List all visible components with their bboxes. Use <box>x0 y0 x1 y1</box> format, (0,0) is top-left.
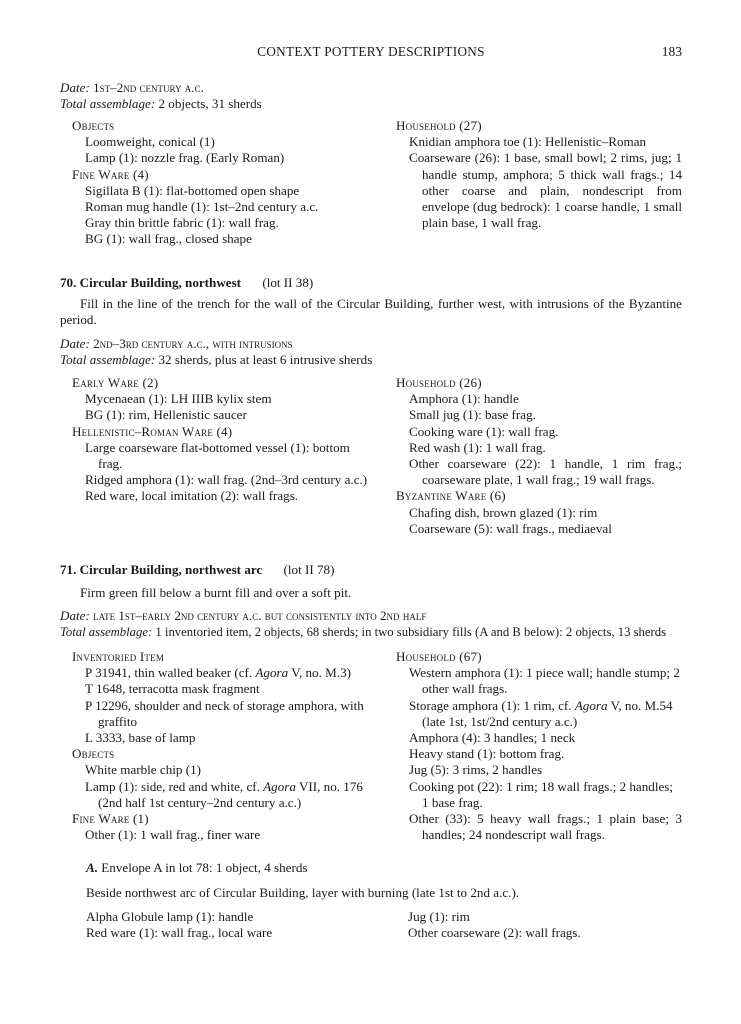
section-71-heading <box>60 562 682 578</box>
list-item: Alpha Globule lamp (1): handle <box>86 909 254 924</box>
category-heading: Fine Ware (4) <box>72 166 149 182</box>
category-heading: Early Ware (2) <box>72 375 159 390</box>
total-label: Total assemblage: <box>60 96 156 112</box>
total-label: Total assemblage: <box>60 352 156 368</box>
list-item: Cooking pot (22): 1 rim; 18 wall frags.; 2 handles; 1 base frag. <box>409 778 674 810</box>
envelope-a-right-column <box>408 909 682 941</box>
category-heading: Inventoried Item <box>72 649 165 664</box>
item-text-italic: Agora <box>255 665 289 681</box>
list-item: Knidian amphora toe (1): Hellenistic–Roman <box>409 134 647 150</box>
envelope-title: Envelope A in lot 78: 1 object, 4 sherds <box>98 860 308 875</box>
section-70-left-column <box>72 375 368 505</box>
running-head <box>60 44 682 64</box>
list-item: Sigillata B (1): flat-bottomed open shape <box>85 182 300 198</box>
list-item: Other (1): 1 wall frag., finer ware <box>85 827 261 843</box>
section-71-date-block <box>60 608 682 640</box>
top-left-column <box>72 118 368 248</box>
list-item: Cooking ware (1): wall frag. <box>409 423 559 439</box>
list-item: Other (33): 5 heavy wall frags.; 1 plain base; 3 handles; 24 nondescript wall frags. <box>409 811 682 843</box>
date-line <box>60 608 682 624</box>
item-text: Storage amphora (1): 1 rim, cf. <box>409 697 575 713</box>
date-line <box>60 336 682 352</box>
list-item: Coarseware (5): wall frags., mediaeval <box>409 520 612 536</box>
category-heading: Objects <box>72 118 115 133</box>
list-item <box>396 698 682 730</box>
list-item: Gray thin brittle fabric (1): wall frag. <box>85 215 279 231</box>
section-70-right-column <box>396 375 682 537</box>
category-heading: Household (26) <box>396 375 482 390</box>
section-title: Circular Building, northwest arc <box>79 562 263 577</box>
total-value: 2 objects, 31 sherds <box>155 96 262 112</box>
total-line <box>60 352 682 368</box>
list-item: Large coarseware flat-bottomed vessel (1): bottom frag. <box>85 439 350 472</box>
item-text: V, no. M.3) <box>288 665 351 681</box>
date-label: Date: <box>60 608 90 623</box>
category-heading: Household (67) <box>396 649 482 664</box>
envelope-a-heading <box>86 860 682 876</box>
page-number: 183 <box>661 44 682 59</box>
list-item: Red ware, local imitation (2): wall frags. <box>85 488 299 504</box>
section-number: 71. <box>60 562 77 577</box>
list-item: Mycenaean (1): LH IIIB kylix stem <box>85 391 272 407</box>
section-71-right-column <box>396 649 682 843</box>
list-item: Red wash (1): 1 wall frag. <box>409 439 546 455</box>
item-text: Lamp (1): side, red and white, cf. <box>85 778 264 794</box>
envelope-letter: A. <box>86 860 99 875</box>
section-number: 70. <box>60 275 77 290</box>
list-item: Western amphora (1): 1 piece wall; handle stump; 2 other wall frags. <box>409 665 680 697</box>
total-value: 1 inventoried item, 2 objects, 68 sherds; in two subsidiary fills (A and B below): 2 objects, 13 sherds <box>152 625 667 640</box>
category-heading: Byzantine Ware (6) <box>396 488 506 504</box>
date-value: 1st–2nd century a.c. <box>89 80 204 95</box>
category-heading: Objects <box>72 746 115 762</box>
date-line <box>60 80 682 96</box>
list-item: Jug (5): 3 rims, 2 handles <box>409 762 543 778</box>
item-text: VII, no. 176 (2nd half 1st century–2nd century a.c.) <box>98 778 363 810</box>
section-71-description: Firm green fill below a burnt fill and over a soft pit. <box>80 585 352 600</box>
list-item <box>72 779 368 811</box>
list-item: White marble chip (1) <box>85 762 201 778</box>
list-item: Amphora (4): 3 handles; 1 neck <box>409 730 576 746</box>
section-70-description: Fill in the line of the trench for the wall of the Circular Building, further west, with intrusions of the Byzantine period. <box>60 296 682 328</box>
total-value: 32 sherds, plus at least 6 intrusive sherds <box>155 352 373 368</box>
list-item: Other coarseware (22): 1 handle, 1 rim frag.; coarseware plate, 1 wall frag.; 19 wall frags. <box>409 456 682 488</box>
list-item: Jug (1): rim <box>408 909 470 924</box>
list-item: Lamp (1): nozzle frag. (Early Roman) <box>85 150 285 166</box>
category-heading: Household (27) <box>396 118 482 133</box>
list-item: Roman mug handle (1): 1st–2nd century a.c. <box>85 199 319 215</box>
item-text: V, no. M.54 (late 1st, 1st/2nd century a.c.) <box>422 697 673 729</box>
list-item: T 1648, terracotta mask fragment <box>85 681 260 697</box>
date-label: Date: <box>60 80 90 95</box>
item-text: P 31941, thin walled beaker (cf. <box>85 665 256 681</box>
total-line <box>60 624 682 640</box>
section-70-heading <box>60 275 682 291</box>
list-item: Small jug (1): base frag. <box>409 407 536 423</box>
item-text-italic: Agora <box>263 778 296 794</box>
list-item: BG (1): rim, Hellenistic saucer <box>85 407 247 423</box>
list-item: Heavy stand (1): bottom frag. <box>409 746 565 762</box>
list-item: Other coarseware (2): wall frags. <box>408 925 581 941</box>
list-item: Loomweight, conical (1) <box>85 134 215 150</box>
date-value: late 1st–early 2nd century a.c. but consistently into 2nd half <box>89 608 427 623</box>
list-item: L 3333, base of lamp <box>85 730 196 746</box>
envelope-a-description: Beside northwest arc of Circular Building, layer with burning (late 1st to 2nd a.c.). <box>86 885 520 900</box>
list-item: Ridged amphora (1): wall frag. (2nd–3rd century a.c.) <box>85 472 368 488</box>
date-value: 2nd–3rd century a.c., with intrusions <box>89 336 293 351</box>
category-heading: Fine Ware (1) <box>72 811 149 827</box>
item-text-italic: Agora <box>574 697 608 713</box>
section-70-date-block <box>60 336 682 368</box>
running-title: CONTEXT POTTERY DESCRIPTIONS <box>257 44 485 59</box>
category-heading: Hellenistic–Roman Ware (4) <box>72 423 233 439</box>
list-item <box>72 665 368 681</box>
list-item: Chafing dish, brown glazed (1): rim <box>409 504 598 520</box>
total-line <box>60 96 682 112</box>
list-item: Coarseware (26): 1 base, small bowl; 2 rims, jug; 1 handle stump, amphora; 5 thick wall frags.; 14 other coarse and plain, nondescript from envelope (dug bedrock): 1 coarse handle, 1 small plain base, 1 wall frag. <box>409 150 682 231</box>
envelope-a-left-column <box>86 909 382 941</box>
list-item: P 12296, shoulder and neck of storage amphora, with graffito <box>85 697 364 729</box>
date-label: Date: <box>60 336 90 351</box>
section-71-left-column <box>72 649 368 843</box>
list-item: Red ware (1): wall frag., local ware <box>86 925 273 941</box>
total-label: Total assemblage: <box>60 625 153 640</box>
top-right-column <box>396 118 682 231</box>
top-date-block <box>60 80 682 112</box>
section-title: Circular Building, northwest <box>79 275 242 290</box>
list-item: Amphora (1): handle <box>409 391 519 407</box>
lot-number: (lot II 78) <box>283 562 335 577</box>
lot-number: (lot II 38) <box>262 275 314 290</box>
list-item: BG (1): wall frag., closed shape <box>85 231 252 247</box>
